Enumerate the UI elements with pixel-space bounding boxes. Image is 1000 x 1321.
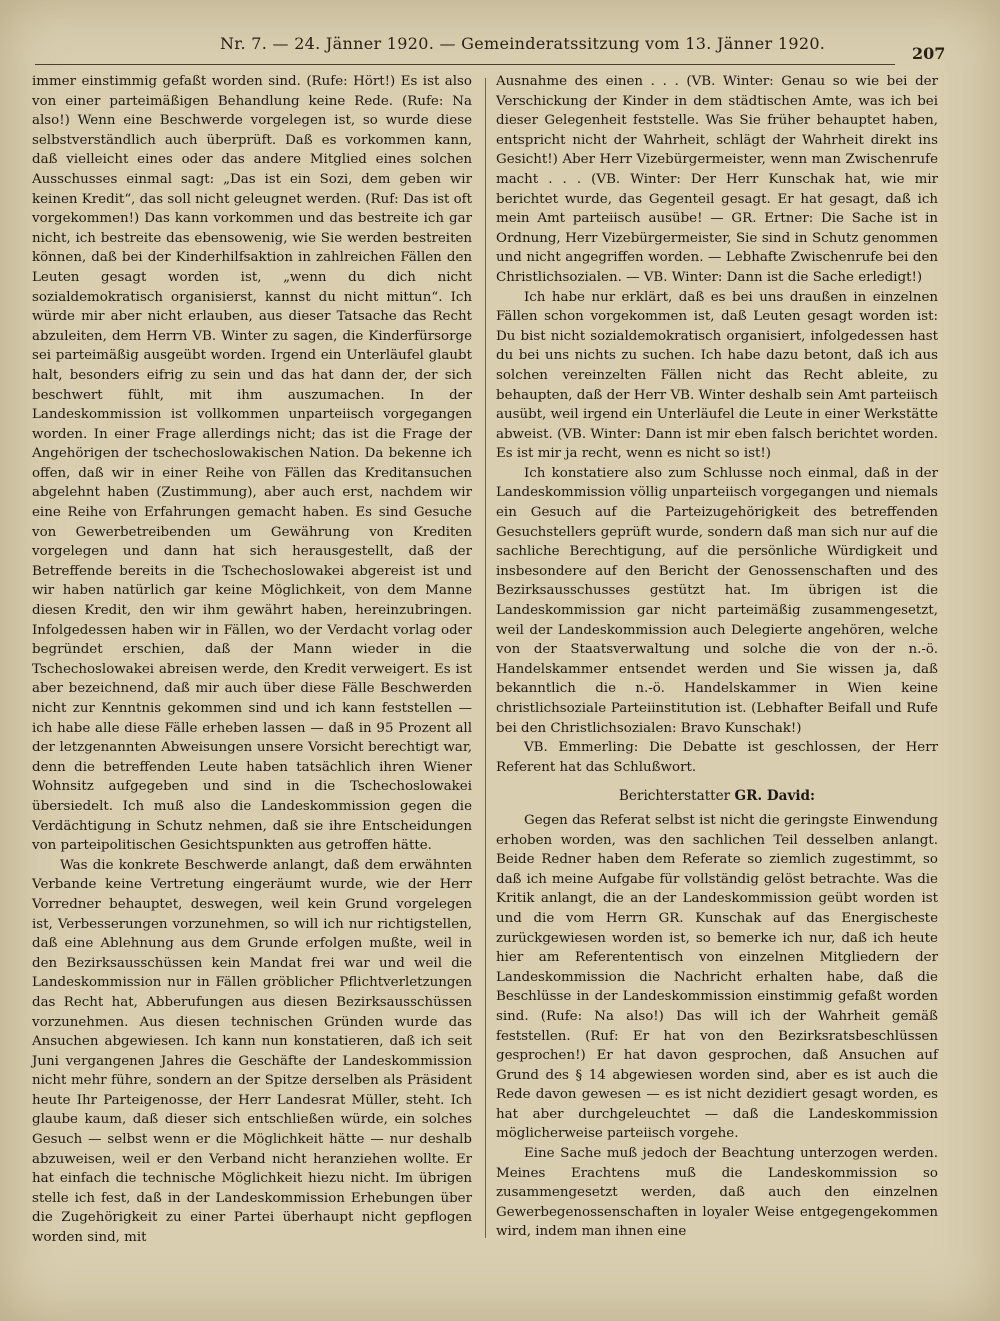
running-head: Nr. 7. — 24. Jänner 1920. — Gemeinderatssitzung vom 13. Jänner 1920. — [220, 34, 826, 53]
paragraph: Ich habe nur erklärt, daß es bei uns draußen in einzelnen Fällen schon vorgekommen ist, daß Leuten gesagt worden ist: Du bist nicht sozialdemokratisch organisiert, infolgedessen hast du bei uns nichts zu suchen. Ich habe dazu betont, daß ich aus solchen vereinzelten Fällen nicht das Recht ableite, zu behaupten, daß der Herr VB. Winter deshalb sein Amt parteiisch ausübt, weil irgend ein Unterläufel die Leute in einer Werkstätte abweist. (VB. Winter: Dann ist mir eben falsch berichtet worden. Es ist mir ja recht, wenn es nicht so ist!) — [496, 289, 938, 462]
heading-speaker: GR. David: — [734, 788, 816, 805]
speaker-heading — [496, 787, 938, 807]
heading-role: Berichterstatter — [618, 788, 731, 805]
column-divider — [485, 78, 486, 1238]
paragraph: Gegen das Referat selbst ist nicht die geringste Einwendung erhoben worden, was den sachlichen Teil desselben anlangt. Beide Redner haben dem Referate so ziemlich zugestimmt, so daß ich meine Aufgabe für vollständig gelöst betrachte. Was die Kritik anlangt, die an der Landeskommission geübt worden ist und die vom Herrn GR. Kunschak auf das Energischeste zurückgewiesen worden ist, so bemerke ich nur, daß ich heute hier am Referententisch von einzelnen Mitgliedern der Landeskommission die Nachricht erhalten habe, daß die Beschlüsse in der Landeskommission einstimmig gefaßt worden sind. (Rufe: Na also!) Das will ich der Wahrheit gemäß feststellen. (Ruf: Er hat von den Bezirksratsbeschlüssen gesprochen!) Er hat davon gesprochen, daß Ansuchen auf Grund des § 14 abgewiesen worden sind, aber es ist auch die Rede davon gewesen — es ist nicht dezidiert gesagt worden, es hat aber durchgeleuchtet — daß die Landeskommission möglicherweise parteiisch vorgehe. — [496, 812, 938, 1142]
paragraph: Eine Sache muß jedoch der Beachtung unterzogen werden. Meines Erachtens muß die Landeskommission so zusammengesetzt werden, daß auch den einzelnen Gewerbegenossenschaften in loyaler Weise entgegengekommen wird, indem man ihnen eine — [496, 1146, 938, 1240]
paragraph: Ausnahme des einen . . . (VB. Winter: Genau so wie bei der Verschickung der Kinder in dem städtischen Amte, was ich bei dieser Gelegenheit feststelle. Was Sie früher behauptet haben, entspricht nicht der Wahrheit, schlägt der Wahrheit direkt ins Gesicht!) Aber Herr Vizebürgermeister, wenn man Zwischenrufe macht . . . (VB. Winter: Der Herr Kunschak hat, wie mir berichtet wurde, das Gegenteil gesagt. Er hat gesagt, daß ich mein Amt parteiisch ausübe! — GR. Ertner: Die Sache ist in Ordnung, Herr Vizebürgermeister, Sie sind in Schutz genommen und nicht angegriffen worden. — Lebhafte Zwischenrufe bei den Christlichsozialen. — VB. Winter: Dann ist die Sache erledigt!) — [496, 74, 938, 285]
paragraph: Ich konstatiere also zum Schlusse noch einmal, daß in der Landeskommission völlig unparteiisch vorgegangen und niemals ein Gesuch auf die Parteizugehörigkeit des betreffenden Gesuchstellers geprüft wurde, sondern daß man sich nur auf die sachliche Berechtigung, auf die persönliche Würdigkeit und insbesondere auf den Bericht der Genossenschaften und des Bezirksausschusses gestützt hat. Im übrigen ist die Landeskommission gar nicht parteimäßig zusammengesetzt, weil der Landeskommission auch Delegierte angehören, welche von der Staatsverwaltung und solche die von der n.-ö. Handelskammer entsendet werden und Sie wissen ja, daß bekanntlich die n.-ö. Handelskammer in Wien keine christlichsoziale Parteiinstitution ist. (Lebhafter Beifall und Rufe bei den Christlichsozialen: Bravo Kunschak!) — [496, 465, 938, 736]
left-column — [32, 72, 472, 1248]
paragraph: immer einstimmig gefaßt worden sind. (Rufe: Hört!) Es ist also von einer parteimäßigen Behandlung keine Rede. (Rufe: Na also!) Wenn eine Beschwerde vorgelegen ist, so wurde diese selbstverständlich auch überprüft. Daß es vorkommen kann, daß vielleicht eines oder das andere Mitglied eines solchen Ausschusses einmal sagt: „Das ist ein Sozi, dem geben wir keinen Kredit“, das soll nicht geleugnet werden. (Ruf: Das ist oft vorgekommen!) Das kann vorkommen und das bestreite ich gar nicht, ich bestreite das ebensowenig, wie Sie werden bestreiten können, daß bei der Kinderhilfsaktion in zahlreichen Fällen den Leuten gesagt worden ist, „wenn du dich nicht sozialdemokratisch organisierst, kannst du nicht mittun“. Ich würde mir aber nicht erlauben, aus dieser Tatsache das Recht abzuleiten, dem Herrn VB. Winter zu sagen, die Kinderfürsorge sei parteimäßig ausgeübt worden. Irgend ein Unterläufel glaubt halt, besonders eifrig zu sein und das hat dann der, der sich beschwert fühlt, mit ihm auszumachen. In der Landeskommission ist vollkommen unparteiisch vorgegangen worden. In einer Frage allerdings nicht; das ist die Frage der Angehörigen der tschechoslowakischen Nation. Da bekenne ich offen, daß wir in einer Reihe von Fällen das Kreditansuchen abgelehnt haben (Zustimmung), aber auch erst, nachdem wir eine Reihe von Erfahrungen gemacht haben. Es sind Gesuche von Gewerbetreibenden um Gewährung von Krediten vorgelegen und dann hat sich herausgestellt, daß der Betreffende bereits in die Tschechoslowakei abgereist ist und wir haben natürlich gar keine Möglichkeit, von dem Manne diesen Kredit, den wir ihm gewährt haben, hereinzubringen. Infolgedessen haben wir in Fällen, wo der Verdacht vorlag oder begründet erschien, daß der Mann wieder in die Tschechoslowakei abreisen werde, den Kredit verweigert. Es ist aber bezeichnend, daß mir auch über diese Fälle Beschwerden nicht zur Kenntnis gekommen sind und ich kann feststellen — ich habe alle diese Fälle erheben lassen — daß in 95 Prozent all der letzgenannten Abweisungen unsere Vorsicht berechtigt war, denn die betreffenden Leute haben tatsächlich ihren Wiener Wohnsitz aufgegeben und sind in die Tschechoslowakei übersiedelt. Ich muß also die Landeskommission gegen die Verdächtigung in Schutz nehmen, daß sie ihre Entscheidungen von parteipolitischen Gesichtspunkten aus getroffen hätte. — [32, 74, 472, 854]
page-number: 207 — [912, 44, 946, 63]
right-column — [496, 72, 938, 1242]
paragraph: Was die konkrete Beschwerde anlangt, daß dem erwähnten Verbande keine Vertretung eingeräumt wurde, wie der Herr Vorredner behauptet, deswegen, weil kein Grund vorgelegen ist, Verbesserungen vorzunehmen, so will ich nur richtigstellen, daß eine Ablehnung aus dem Grunde erfolgen mußte, weil in den Bezirksausschüssen kein Mandat frei war und weil die Landeskommission nur in Fällen gröblicher Pflichtverletzungen das Recht hat, Abberufungen aus diesen Bezirksausschüssen vorzunehmen. Aus diesen technischen Gründen wurde das Ansuchen abgewiesen. Ich kann nun konstatieren, daß ich seit Juni vergangenen Jahres die Geschäfte der Landeskommission nicht mehr führe, sondern an der Spitze derselben als Präsident heute Ihr Parteigenosse, der Herr Landesrat Müller, steht. Ich glaube kaum, daß dieser sich entschließen würde, ein solches Gesuch — selbst wenn er die Möglichkeit hätte — nur deshalb abzuweisen, weil er den Verband nicht heranziehen wollte. Er hat einfach die technische Möglichkeit hiezu nicht. Im übrigen stelle ich fest, daß in der Landeskommission Erhebungen über die Zugehörigkeit zu einer Partei überhaupt nicht gepflogen worden sind, mit — [32, 857, 472, 1246]
paragraph: VB. Emmerling: Die Debatte ist geschlossen, der Herr Referent hat das Schlußwort. — [496, 740, 938, 775]
page-header — [0, 30, 1000, 70]
header-rule — [35, 64, 895, 65]
